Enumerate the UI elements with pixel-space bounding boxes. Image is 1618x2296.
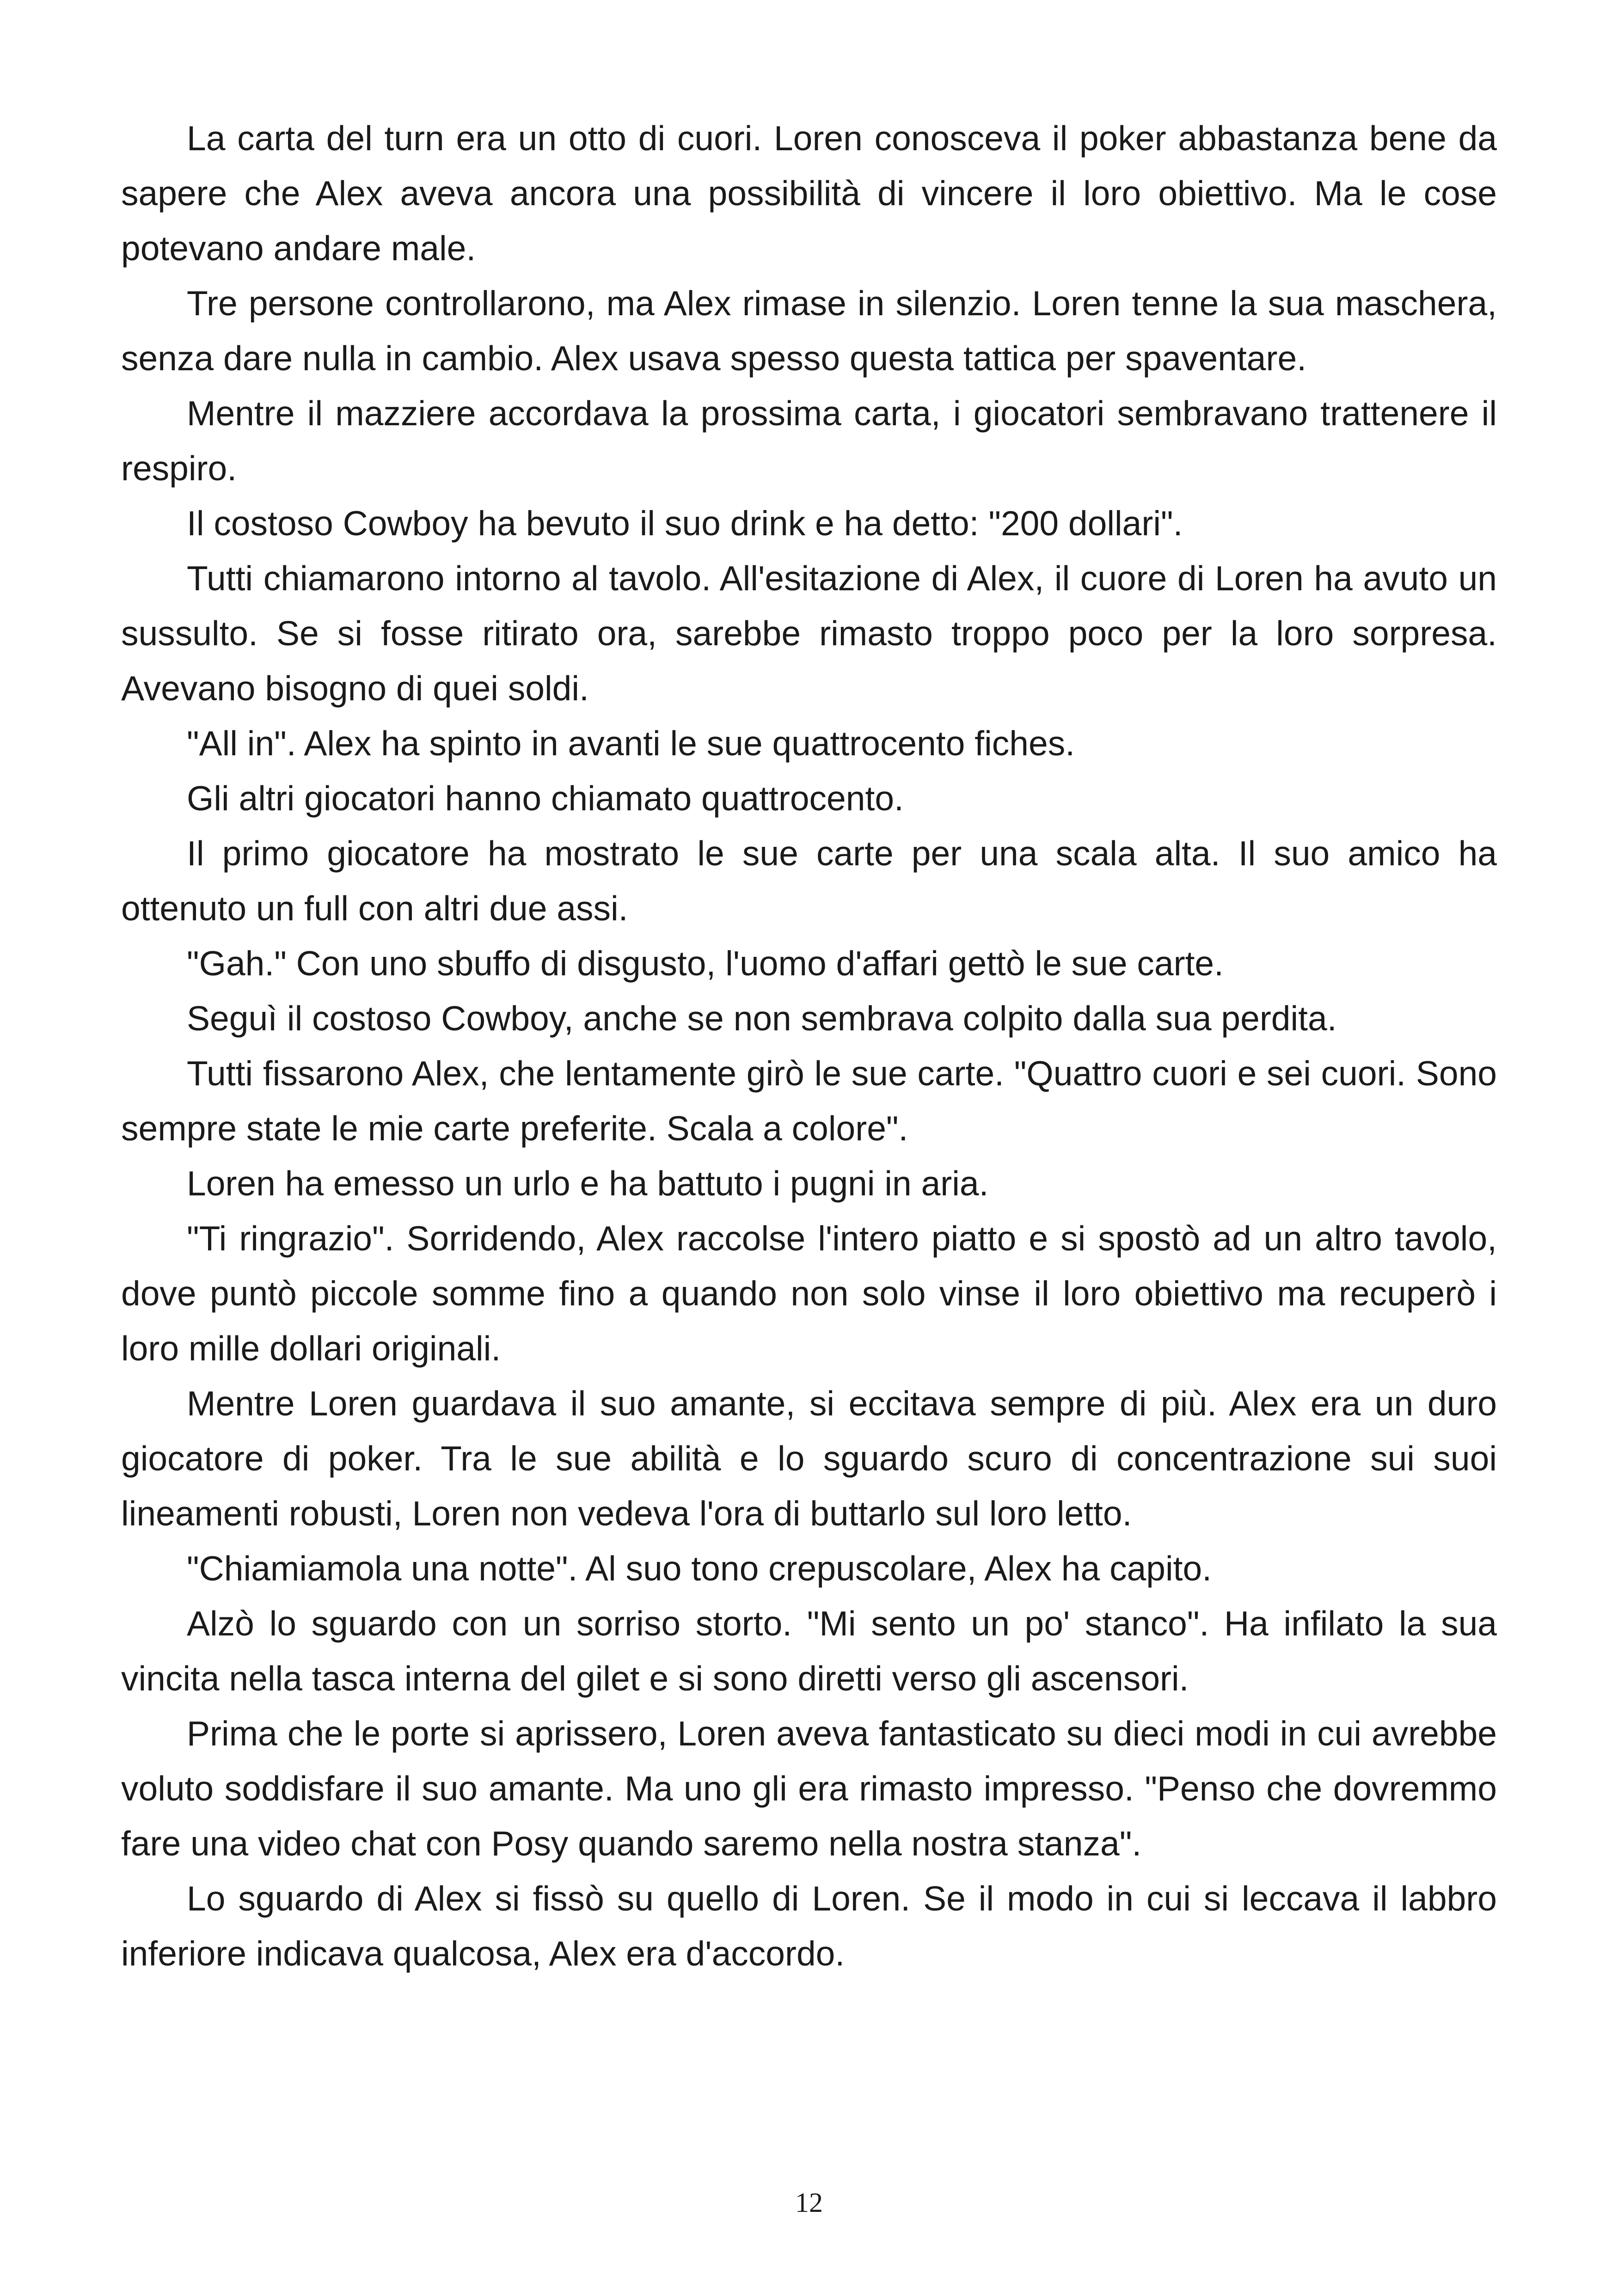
paragraph: Tutti chiamarono intorno al tavolo. All'esitazione di Alex, il cuore di Loren ha avuto un sussulto. Se si fosse ritirato ora, sarebbe rimasto troppo poco per la loro sorpresa. Avevano bisogno di quei soldi. [121,559,1497,708]
paragraph: Mentre il mazziere accordava la prossima carta, i giocatori sembravano trattenere il respiro. [121,394,1497,488]
paragraph: "Gah." Con uno sbuffo di disgusto, l'uomo d'affari gettò le sue carte. [187,944,1224,983]
paragraph: Mentre Loren guardava il suo amante, si eccitava sempre di più. Alex era un duro giocatore di poker. Tra le sue abilità e lo sguardo scuro di concentrazione sui suoi lineamenti robusti, Loren non vedeva l'ora di buttarlo sul loro letto. [121,1384,1497,1533]
paragraph: Gli altri giocatori hanno chiamato quattrocento. [187,779,904,818]
paragraph: Il primo giocatore ha mostrato le sue carte per una scala alta. Il suo amico ha ottenuto un full con altri due assi. [121,834,1497,928]
paragraph: Seguì il costoso Cowboy, anche se non sembrava colpito dalla sua perdita. [187,999,1337,1038]
paragraph: Lo sguardo di Alex si fissò su quello di Loren. Se il modo in cui si leccava il labbro inferiore indicava qualcosa, Alex era d'accordo. [121,1879,1497,1973]
page-number: 12 [795,2187,823,2218]
paragraph: Tutti fissarono Alex, che lentamente girò le sue carte. "Quattro cuori e sei cuori. Sono sempre state le mie carte preferite. Scala a colore". [121,1054,1497,1148]
body-text [121,111,1497,1981]
paragraph: Loren ha emesso un urlo e ha battuto i pugni in aria. [187,1164,989,1203]
paragraph: "Chiamiamola una notte". Al suo tono crepuscolare, Alex ha capito. [187,1549,1212,1588]
paragraph: La carta del turn era un otto di cuori. Loren conosceva il poker abbastanza bene da sapere che Alex aveva ancora una possibilità di vincere il loro obiettivo. Ma le cose potevano andare male. [121,119,1497,268]
paragraph: "Ti ringrazio". Sorridendo, Alex raccolse l'intero piatto e si spostò ad un altro tavolo, dove puntò piccole somme fino a quando non solo vinse il loro obiettivo ma recuperò i loro mille dollari originali. [121,1219,1497,1368]
paragraph: "All in". Alex ha spinto in avanti le sue quattrocento fiches. [187,724,1075,763]
paragraph: Alzò lo sguardo con un sorriso storto. "Mi sento un po' stanco". Ha infilato la sua vincita nella tasca interna del gilet e si sono diretti verso gli ascensori. [121,1604,1497,1698]
paragraph: Il costoso Cowboy ha bevuto il suo drink e ha detto: "200 dollari". [187,504,1183,543]
paragraph: Tre persone controllarono, ma Alex rimase in silenzio. Loren tenne la sua maschera, senza dare nulla in cambio. Alex usava spesso questa tattica per spaventare. [121,284,1497,378]
paragraph: Prima che le porte si aprissero, Loren aveva fantasticato su dieci modi in cui avrebbe voluto soddisfare il suo amante. Ma uno gli era rimasto impresso. "Penso che dovremmo fare una video chat con Posy quando saremo nella nostra stanza". [121,1714,1497,1863]
